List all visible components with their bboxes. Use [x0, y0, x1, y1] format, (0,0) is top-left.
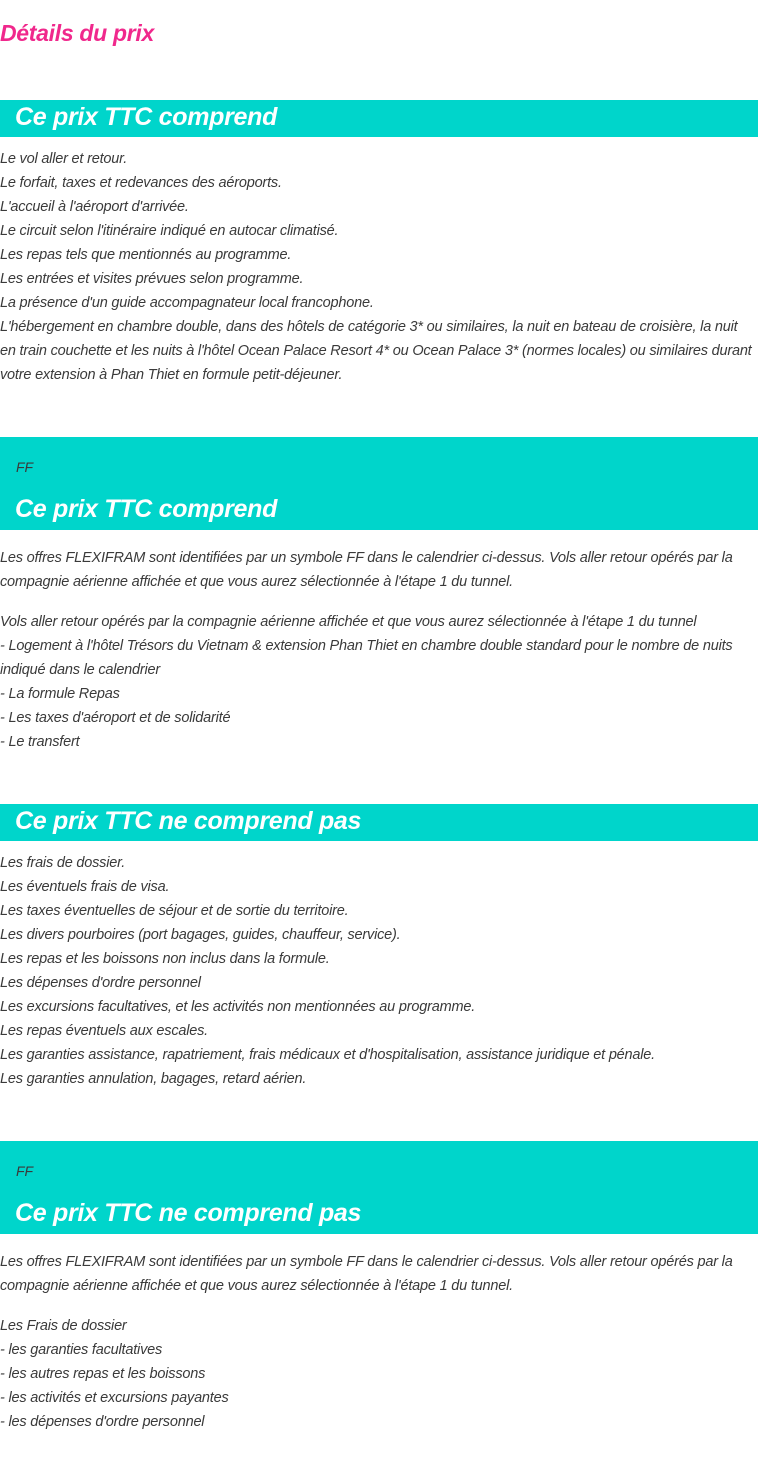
- section-header-included: [0, 100, 758, 137]
- list-item: - Le transfert: [0, 734, 80, 750]
- list-item: Les garanties annulation, bagages, retard aérien.: [0, 1071, 307, 1087]
- list-item: - Logement à l'hôtel Trésors du Vietnam & extension Phan Thiet en chambre double standard pour le nombre de nuits indiqué dans le calendrier: [0, 638, 733, 678]
- list-item: - les autres repas et les boissons: [0, 1366, 206, 1382]
- flexifram-included-text: [0, 546, 754, 754]
- list-item: - les garanties facultatives: [0, 1342, 163, 1358]
- section-header-not-included: [0, 804, 758, 841]
- section-header-flexifram-not-included: [0, 1141, 758, 1234]
- list-item: L'accueil à l'aéroport d'arrivée.: [0, 199, 189, 215]
- list-item: Les Frais de dossier: [0, 1318, 127, 1334]
- ff-badge: FF: [16, 1163, 34, 1179]
- page-title: Détails du prix: [0, 20, 154, 46]
- flexifram-intro: Les offres FLEXIFRAM sont identifiées par un symbole FF dans le calendrier ci-dessus. Vols aller retour opérés par la compagnie aérienne affichée et que vous aurez sélectionnée à l'étape 1 du tunnel.: [0, 550, 733, 590]
- not-included-list: [0, 851, 754, 1091]
- section-header-flexifram-included: [0, 437, 758, 530]
- list-item: Les repas tels que mentionnés au programme.: [0, 247, 292, 263]
- list-item: La présence d'un guide accompagnateur local francophone.: [0, 295, 374, 311]
- list-item: Les frais de dossier.: [0, 855, 126, 871]
- list-item: - La formule Repas: [0, 686, 120, 702]
- list-item: Les divers pourboires (port bagages, guides, chauffeur, service).: [0, 927, 401, 943]
- list-item: - les activités et excursions payantes: [0, 1390, 229, 1406]
- ff-badge: FF: [16, 459, 34, 475]
- section-heading: Ce prix TTC comprend: [15, 495, 278, 523]
- list-item: Les repas et les boissons non inclus dans la formule.: [0, 951, 330, 967]
- section-heading: Ce prix TTC ne comprend pas: [15, 1199, 362, 1227]
- flexifram-not-included-text: [0, 1250, 754, 1434]
- list-item: - Les taxes d'aéroport et de solidarité: [0, 710, 231, 726]
- list-item: Le vol aller et retour.: [0, 151, 128, 167]
- list-item: Le circuit selon l'itinéraire indiqué en autocar climatisé.: [0, 223, 339, 239]
- list-item: Les dépenses d'ordre personnel: [0, 975, 201, 991]
- flexifram-intro: Les offres FLEXIFRAM sont identifiées par un symbole FF dans le calendrier ci-dessus. Vols aller retour opérés par la compagnie aérienne affichée et que vous aurez sélectionnée à l'étape 1 du tunnel.: [0, 1254, 733, 1294]
- list-item: Les entrées et visites prévues selon programme.: [0, 271, 304, 287]
- list-item: Les garanties assistance, rapatriement, frais médicaux et d'hospitalisation, assistance juridique et pénale.: [0, 1047, 655, 1063]
- list-item: Les excursions facultatives, et les activités non mentionnées au programme.: [0, 999, 476, 1015]
- list-item: - les dépenses d'ordre personnel: [0, 1414, 205, 1430]
- list-item: Le forfait, taxes et redevances des aéroports.: [0, 175, 282, 191]
- section-heading: Ce prix TTC comprend: [15, 103, 278, 131]
- list-item: Vols aller retour opérés par la compagnie aérienne affichée et que vous aurez sélectionnée à l'étape 1 du tunnel: [0, 614, 697, 630]
- list-item: Les repas éventuels aux escales.: [0, 1023, 209, 1039]
- list-item: Les taxes éventuelles de séjour et de sortie du territoire.: [0, 903, 349, 919]
- included-list: [0, 147, 754, 387]
- list-item: L'hébergement en chambre double, dans des hôtels de catégorie 3* ou similaires, la nuit en bateau de croisière, la nuit en train couchette et les nuits à l'hôtel Ocean Palace Resort 4* ou Ocean Palace 3* (normes locales) ou similaires durant votre extension à Phan Thiet en formule petit-déjeuner.: [0, 319, 752, 383]
- section-heading: Ce prix TTC ne comprend pas: [15, 807, 362, 835]
- list-item: Les éventuels frais de visa.: [0, 879, 170, 895]
